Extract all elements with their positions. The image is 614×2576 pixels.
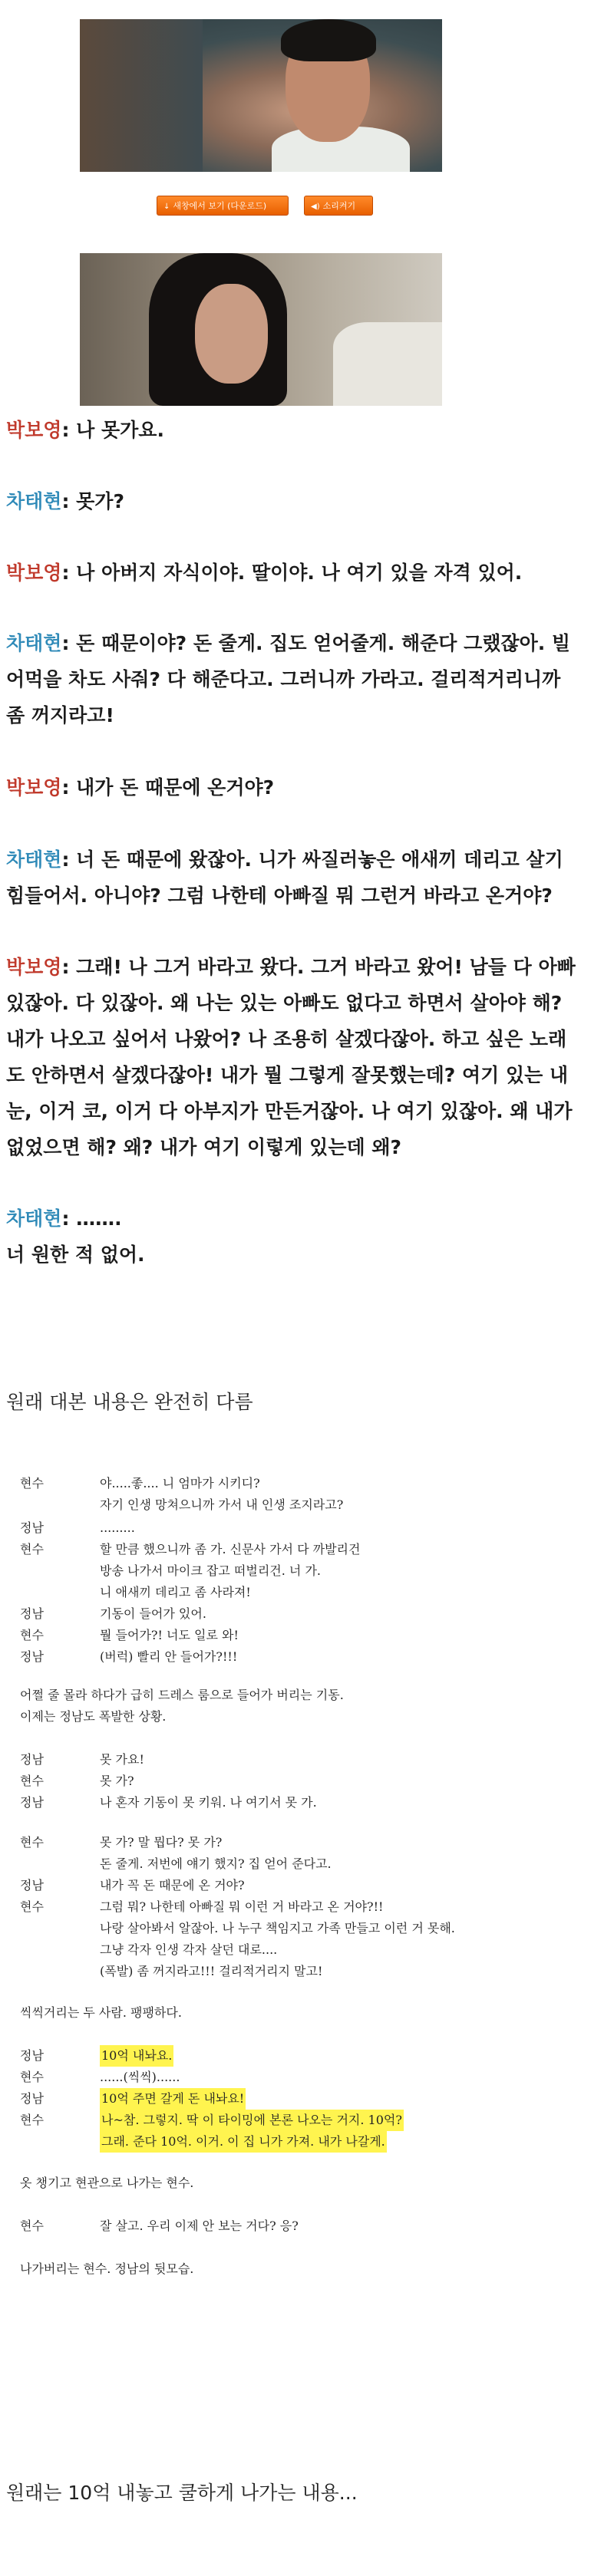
- text-line: 뭘 들어가?! 너도 일로 와!: [100, 1628, 239, 1642]
- text-line: 자기 인생 망쳐으니까 가서 내 인생 조지라고?: [100, 1497, 344, 1512]
- text-line: 좀 꺼지라고!: [6, 704, 114, 726]
- text-line: 어먹을 차도 사줘? 다 해준다고. 그러니까 가라고. 걸리적거리니까: [6, 668, 561, 690]
- text-line: 현수: [20, 2219, 44, 2233]
- text-line: 정남: [20, 1752, 44, 1767]
- text-line: 현수: [20, 1899, 44, 1914]
- text-line: 정남: [20, 1649, 44, 1664]
- text-line: 나~참. 그렇지. 딱 이 타이밍에 본론 나오는 거지. 10억?: [100, 2110, 404, 2131]
- open-new-window-button[interactable]: [157, 196, 289, 216]
- text-line: 기동이 들어가 있어.: [100, 1606, 206, 1621]
- text-line: 10억 주면 갈게 돈 내놔요!: [100, 2088, 246, 2110]
- text-line: 박보영: [6, 776, 62, 799]
- text-line: (버럭) 빨리 안 들어가?!!!: [100, 1649, 238, 1664]
- text-line: 현수: [20, 1628, 44, 1642]
- movie-still-woman: [80, 253, 442, 406]
- text-line: 너 돈 때문에 왔잖아. 니가 싸질러놓은 애새끼 데리고 살기: [76, 848, 563, 871]
- text-line: 할 만큼 했으니까 좀 가. 신문사 가서 다 까발리건: [100, 1542, 361, 1556]
- text-line: 이제는 정남도 폭발한 상황.: [20, 1709, 167, 1724]
- dialog-line: 차태현: 돈 때문이야? 돈 줄게. 집도 얻어줄게. 해준다 그랬잖아. 빌 어먹을 차도 사줘? 다 해준다고. 그러니까 가라고. 걸리적거리니까 좀 꺼지라고!: [6, 625, 608, 733]
- download-icon: ↓: [163, 203, 170, 211]
- original-script-excerpt: [20, 1473, 603, 2470]
- text-line: 10억 내놔요.: [100, 2045, 173, 2067]
- text-line: 나 못가요.: [76, 419, 164, 441]
- text-line: 옷 챙기고 현관으로 나가는 현수.: [20, 2176, 194, 2190]
- text-line: 야.....좋.... 니 엄마가 시키디?: [100, 1476, 260, 1491]
- text-line: 나랑 살아봐서 알잖아. 나 누구 책임지고 가족 만들고 이런 거 못해.: [100, 1921, 455, 1935]
- text-line: 현수: [20, 1774, 44, 1788]
- text-line: 차태현: [6, 848, 62, 871]
- text-line: 잘 살고. 우리 이제 안 보는 거다? 응?: [100, 2219, 299, 2233]
- text-line: 정남: [20, 1520, 44, 1535]
- dialog-line: 박보영: 그래! 나 그거 바라고 왔다. 그거 바라고 왔어! 남들 다 아빠 있잖아. 다 있잖아. 왜 나는 있는 아빠도 없다고 하면서 살아야 해? 내가 나오고 싶어서 나왔어? 나 조용히 살겠다잖아. 하고 싶은 노래 도 안하면서 살겠다잖아! 내가 뭘 그렇게 잘못했는데? 여기 있는 내 눈, 이거 코, 이거 다 아부지가 만든거잖아. 나 여기 있잖아. 왜 내가 없었으면 해? 왜? 내가 여기 이렇게 있는데 왜?: [6, 949, 608, 1165]
- text-line: 정남: [20, 1878, 44, 1892]
- text-line: 내가 돈 때문에 온거야?: [76, 776, 275, 799]
- dialog-line: 차태현: 너 돈 때문에 왔잖아. 니가 싸질러놓은 애새끼 데리고 살기 힘들어서. 아니야? 그럼 나한테 아빠질 뭐 그런거 바라고 온거야?: [6, 842, 608, 914]
- text-line: 그냥 각자 인생 각자 살던 대로....: [100, 1942, 278, 1957]
- text-line: 현수: [20, 1835, 44, 1850]
- text-line: 그래! 나 그거 바라고 왔다. 그거 바라고 왔어! 남들 다 아빠: [76, 956, 576, 978]
- text-line: 정남: [20, 1606, 44, 1621]
- dialog-line: 박보영: 나 아버지 자식이야. 딸이야. 나 여기 있을 자격 있어.: [6, 562, 523, 584]
- text-line: 도 안하면서 살겠다잖아! 내가 뭘 그렇게 잘못했는데? 여기 있는 내: [6, 1064, 569, 1086]
- note-original-ending: 원래는 10억 내놓고 쿨하게 나가는 내용...: [6, 2482, 358, 2504]
- text-line: 못가?: [76, 490, 124, 512]
- text-line: 그래. 준다 10억. 이거. 이 집 니가 가져. 내가 나갈게.: [100, 2131, 387, 2153]
- movie-still-man: [80, 19, 442, 172]
- text-line: 힘들어서. 아니야? 그럼 나한테 아빠질 뭐 그런거 바라고 온거야?: [6, 884, 553, 907]
- text-line: 박보영: [6, 419, 62, 441]
- text-line: 차태현: [6, 1207, 62, 1230]
- text-line: 차태현: [6, 632, 62, 654]
- text-line: 씩씩거리는 두 사람. 팽팽하다.: [20, 2005, 182, 2020]
- text-line: 어쩔 줄 몰라 하다가 급히 드레스 룸으로 들어가 버리는 기동.: [20, 1688, 344, 1702]
- text-line: …….: [76, 1207, 122, 1230]
- text-line: 현수: [20, 2113, 44, 2127]
- text-line: 돈 때문이야? 돈 줄게. 집도 얻어줄게. 해준다 그랬잖아. 빌: [76, 632, 571, 654]
- text-line: 없었으면 해? 왜? 내가 여기 이렇게 있는데 왜?: [6, 1136, 401, 1158]
- text-line: 정남: [20, 1795, 44, 1810]
- speaker-icon: ◀): [311, 203, 320, 211]
- text-line: 못 가요!: [100, 1752, 144, 1767]
- text-line: 소리켜기: [322, 201, 356, 211]
- text-line: 나가버리는 현수. 정남의 뒷모습.: [20, 2261, 194, 2276]
- text-line: 내가 나오고 싶어서 나왔어? 나 조용히 살겠다잖아. 하고 싶은 노래: [6, 1028, 567, 1050]
- dialog-line: 박보영: 나 못가요.: [6, 419, 164, 441]
- text-line: 방송 나가서 마이크 잡고 떠벌리건. 너 가.: [100, 1563, 321, 1578]
- text-line: 못 가? 말 뭡다? 못 가?: [100, 1835, 223, 1850]
- text-line: 눈, 이거 코, 이거 다 아부지가 만든거잖아. 나 여기 있잖아. 왜 내가: [6, 1100, 573, 1122]
- text-line: 나 혼자 기동이 못 키워. 나 여기서 못 가.: [100, 1795, 317, 1810]
- dialog-line: 차태현: 못가?: [6, 490, 124, 512]
- text-line: 정남: [20, 2091, 44, 2106]
- text-line: 돈 줄게. 저번에 얘기 했지? 집 얻어 준다고.: [100, 1856, 332, 1871]
- text-line: 내가 꼭 돈 때문에 온 거야?: [100, 1878, 245, 1892]
- text-line: 박보영: [6, 956, 62, 978]
- text-line: 차태현: [6, 490, 62, 512]
- text-line: 그럼 뭐? 나한테 아빠질 뭐 이런 거 바라고 온 거야?!!: [100, 1899, 384, 1914]
- text-line: ......(씩씩)......: [100, 2070, 180, 2084]
- video-controls: [0, 196, 614, 219]
- text-line: 현수: [20, 1542, 44, 1556]
- text-line: .........: [100, 1520, 135, 1535]
- text-line: 나 아버지 자식이야. 딸이야. 나 여기 있을 자격 있어.: [76, 562, 523, 584]
- text-line: 정남: [20, 2048, 44, 2063]
- text-line: 현수: [20, 2070, 44, 2084]
- text-line: 박보영: [6, 562, 62, 584]
- text-line: (폭발) 좀 꺼지라고!!! 걸리적거리지 말고!: [100, 1964, 323, 1978]
- text-line: 너 원한 적 없어.: [6, 1244, 145, 1266]
- dialog-line: 박보영: 내가 돈 때문에 온거야?: [6, 776, 275, 799]
- text-line: 새창에서 보기 (다운로드): [173, 201, 267, 211]
- text-line: 현수: [20, 1476, 44, 1491]
- text-line: 니 애새끼 데리고 좀 사라져!: [100, 1585, 251, 1599]
- text-line: 못 가?: [100, 1774, 134, 1788]
- sound-on-button[interactable]: [304, 196, 373, 216]
- text-line: 있잖아. 다 있잖아. 왜 나는 있는 아빠도 없다고 하면서 살아야 해?: [6, 992, 563, 1014]
- dialog-line: 차태현: ……. 너 원한 적 없어.: [6, 1201, 608, 1273]
- note-original-script: 원래 대본 내용은 완전히 다름: [6, 1391, 253, 1413]
